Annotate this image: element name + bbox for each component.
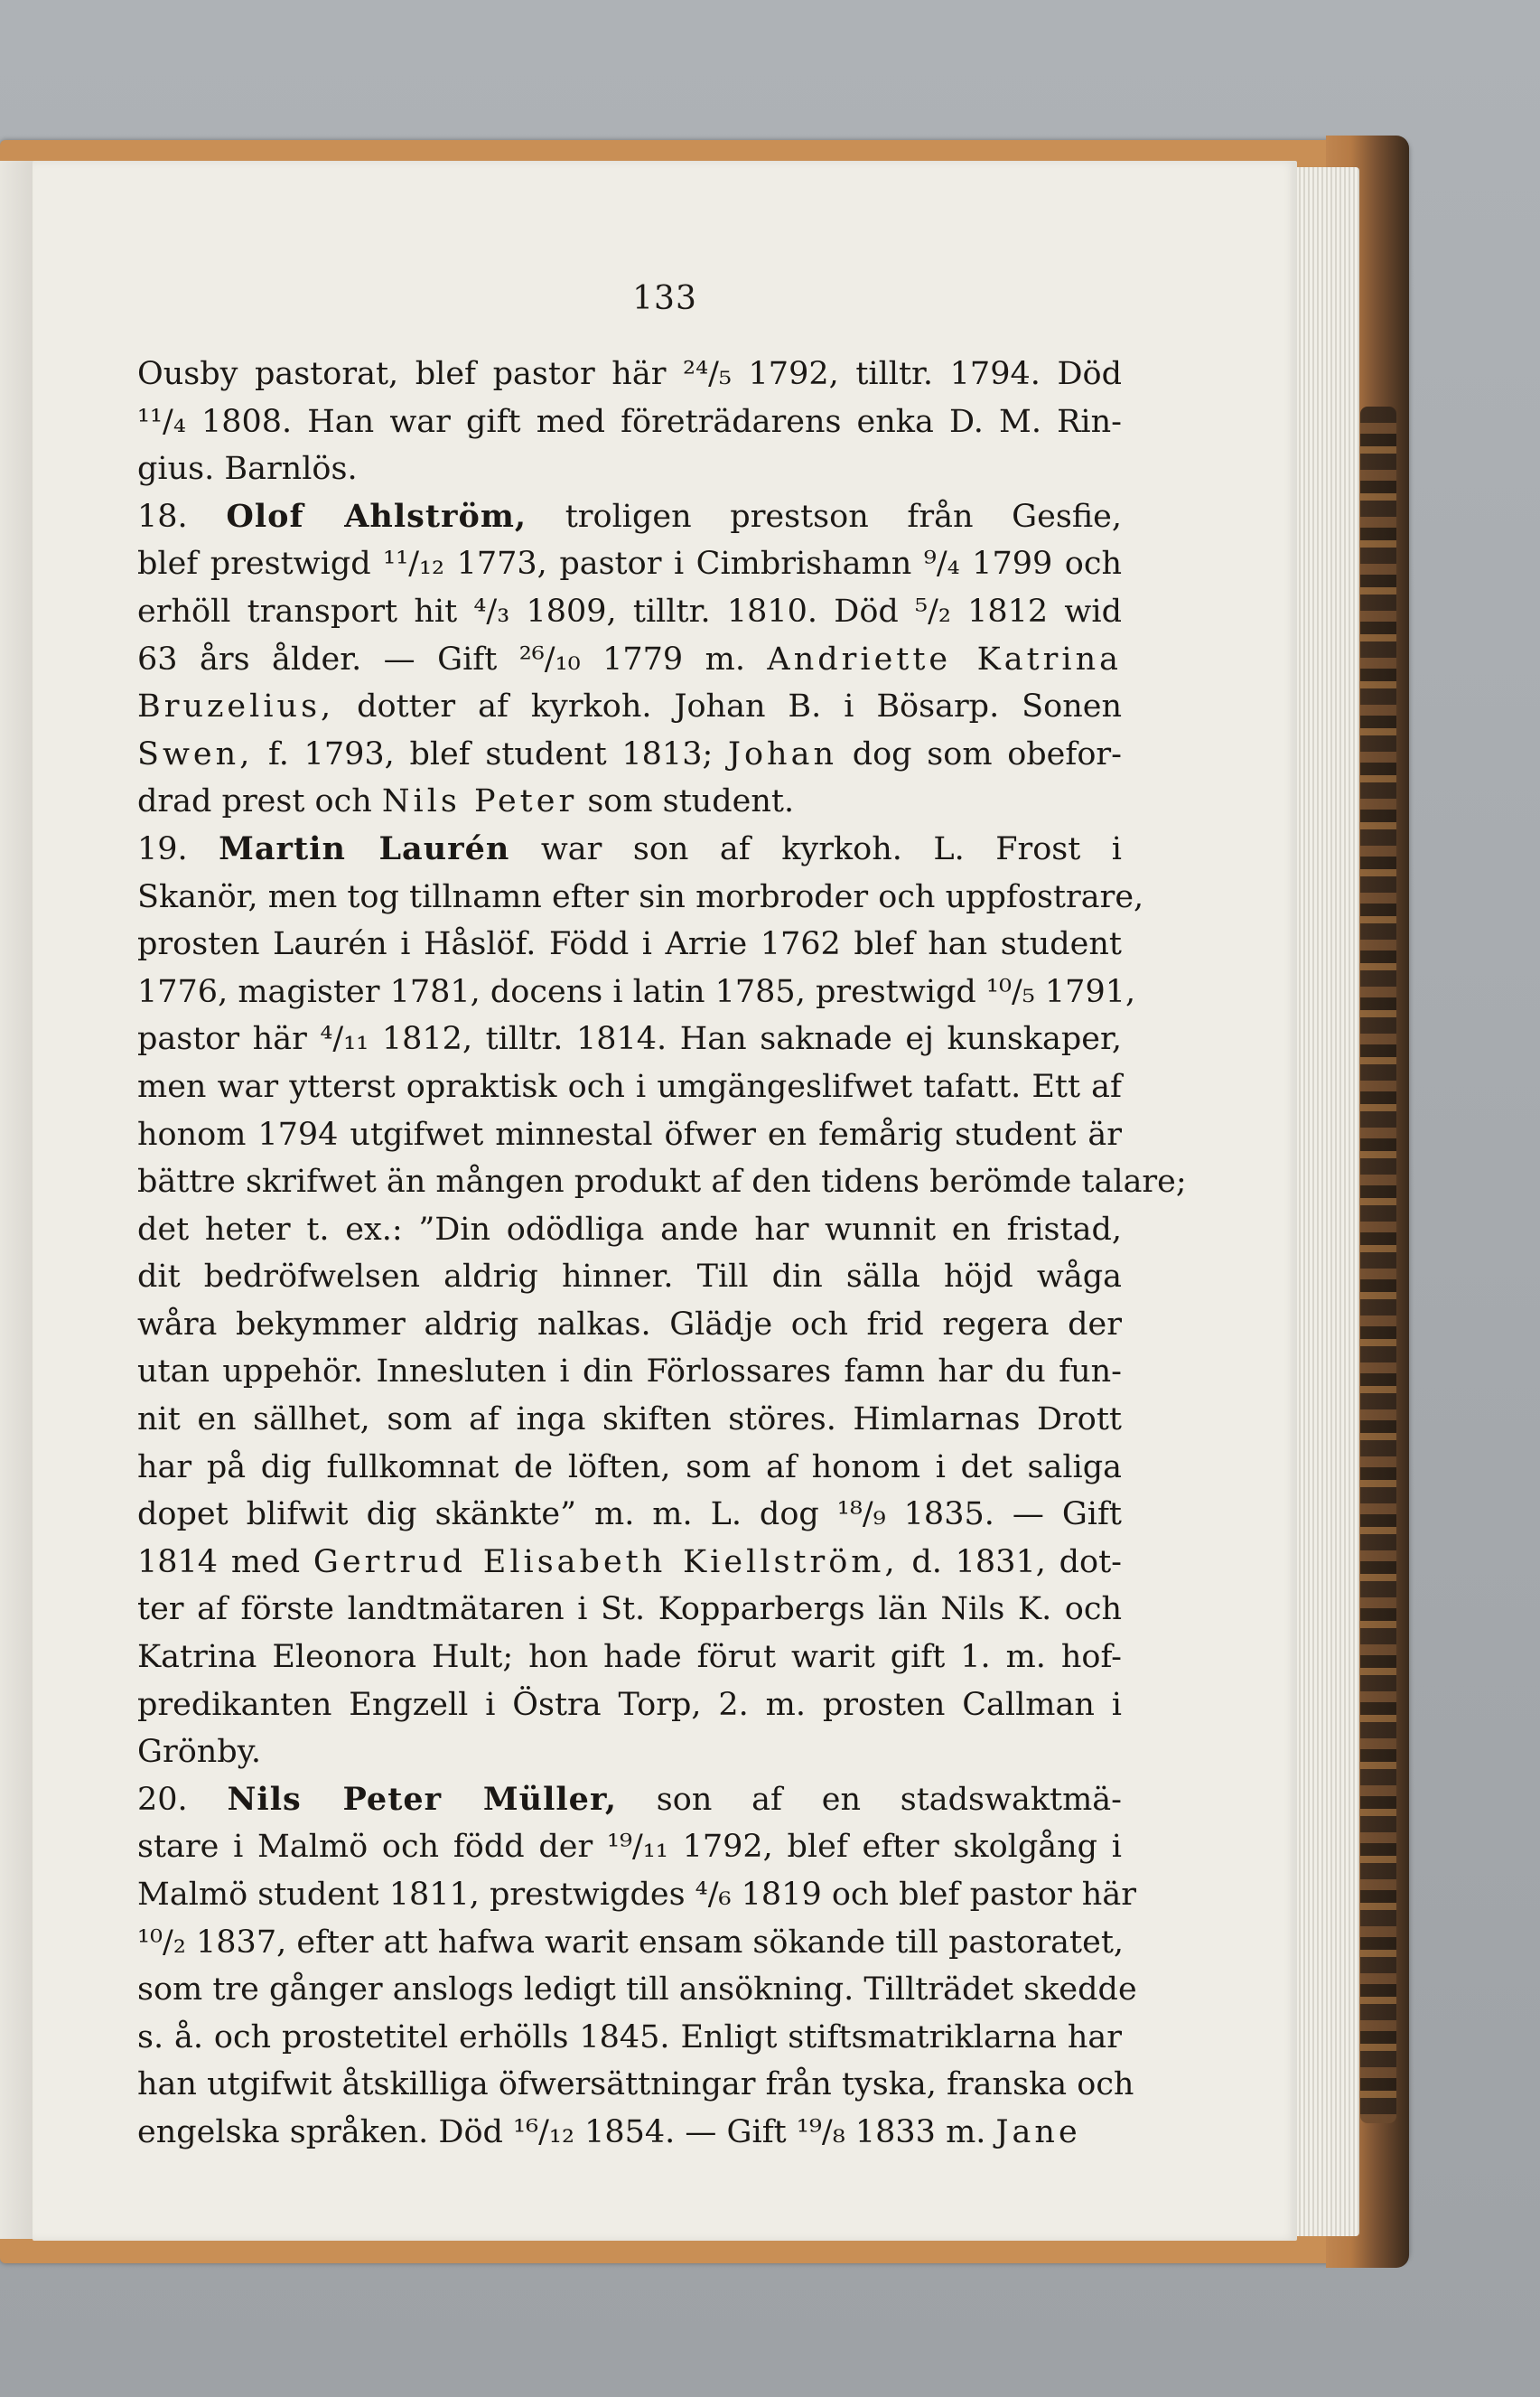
left-page-edge [0, 161, 36, 2239]
text-line [137, 1871, 1136, 1919]
text-fragment: predikanten Engzell i Östra Torp, 2. m. prosten Callman i [137, 1686, 1122, 1723]
text-fragment: Skanör, men tog tillnamn efter sin morbroder och uppfostrare, [137, 878, 1144, 915]
text-line [137, 2061, 1134, 2109]
book-page [33, 161, 1297, 2241]
text-line [137, 826, 1122, 874]
text-line [137, 683, 1122, 731]
text-fragment: engelska språken. Död ¹⁶/₁₂ 1854. — Gift ¹⁹/₈ 1833 m. [137, 2113, 996, 2150]
person-name: Jane [995, 2113, 1081, 2150]
person-name: Nils Peter [381, 783, 578, 820]
text-line [137, 398, 1122, 446]
text-fragment: ¹¹/₄ 1808. Han war gift med företrädarens enka D. M. Rin- [137, 403, 1122, 440]
text-line [137, 1919, 1125, 1967]
text-fragment: wåra bekymmer aldrig nalkas. Glädje och frid regera der [137, 1306, 1122, 1343]
text-fragment: f. 1793, blef student 1813; [253, 735, 728, 772]
page-text [137, 351, 1187, 2157]
page-number: 133 [632, 280, 697, 317]
text-fragment: utan uppehör. Innesluten i din Förlossares famn har du fun- [137, 1353, 1122, 1390]
text-fragment: son af en stadswaktmä- [617, 1781, 1122, 1818]
text-line [137, 1348, 1122, 1396]
text-fragment: 19. [137, 830, 219, 867]
text-fragment: 18. [137, 498, 227, 535]
text-fragment: som tre gånger anslogs ledigt till ansökning. Tillträdet skedde [137, 1971, 1137, 2008]
text-line [137, 636, 1122, 684]
person-name: Gertrud Elisabeth Kiellström, [313, 1543, 899, 1580]
text-fragment: Katrina Eleonora Hult; hon hade förut warit gift 1. m. hof- [137, 1639, 1122, 1676]
text-fragment: ¹⁰/₂ 1837, efter att hafwa warit ensam sökande till pastoratet, [137, 1924, 1125, 1961]
text-line [137, 1728, 1122, 1776]
person-name: Johan [727, 735, 838, 772]
text-fragment: har på dig fullkomnat de löften, som af honom i det saliga [137, 1448, 1122, 1485]
text-fragment: men war ytterst opraktisk och i umgängeslifwet tafatt. Ett af [137, 1068, 1122, 1105]
text-fragment: dog som obefor- [837, 735, 1122, 772]
text-line [137, 493, 1122, 541]
text-fragment: 1776, magister 1781, docens i latin 1785, prestwigd ¹⁰/₅ 1791, [137, 973, 1136, 1010]
text-line [137, 1111, 1122, 1159]
entry-name: Olof Ahlström, [226, 497, 527, 535]
text-line [137, 588, 1122, 636]
text-line [137, 445, 1122, 493]
text-fragment: som student. [577, 783, 795, 820]
text-line [137, 1206, 1122, 1254]
text-line [137, 1444, 1122, 1492]
text-line [137, 874, 1144, 922]
text-fragment: 63 års ålder. — Gift ²⁶/₁₀ 1779 m. [137, 641, 768, 678]
text-line [137, 1396, 1122, 1444]
text-fragment: 20. [137, 1781, 228, 1818]
text-fragment: prosten Laurén i Håslöf. Född i Arrie 1762 blef han student [137, 926, 1122, 963]
text-line [137, 1158, 1187, 1206]
text-line [137, 2014, 1122, 2062]
text-fragment: 1814 med [137, 1543, 313, 1580]
text-fragment: erhöll transport hit ⁴/₃ 1809, tilltr. 1810. Död ⁵/₂ 1812 wid [137, 593, 1122, 630]
text-fragment: troligen prestson från Gesfie, [527, 498, 1122, 535]
text-line [137, 2109, 1122, 2157]
text-line [137, 1681, 1122, 1729]
text-fragment: dotter af kyrkoh. Johan B. i Bösarp. Sonen [334, 688, 1122, 726]
text-line [137, 1966, 1137, 2014]
page-edges [1292, 167, 1359, 2236]
text-line [137, 1016, 1122, 1063]
text-line [137, 351, 1122, 398]
text-line [137, 1063, 1122, 1111]
text-line [137, 1776, 1122, 1824]
text-fragment: d. 1831, dot- [898, 1543, 1122, 1580]
text-fragment: dit bedröfwelsen aldrig hinner. Till din sälla höjd wåga [137, 1259, 1122, 1296]
text-fragment: honom 1794 utgifwet minnestal öfwer en femårig student är [137, 1116, 1122, 1153]
text-line [137, 1253, 1122, 1301]
entry-name: Nils Peter Müller, [227, 1780, 618, 1818]
text-fragment: pastor här ⁴/₁₁ 1812, tilltr. 1814. Han saknade ej kunskaper, [137, 1021, 1122, 1058]
text-fragment: nit en sällhet, som af inga skiften störes. Himlarnas Drott [137, 1401, 1122, 1438]
text-line [137, 540, 1122, 588]
text-line [137, 731, 1122, 779]
text-fragment: Malmö student 1811, prestwigdes ⁴/₆ 1819 och blef pastor här [137, 1877, 1136, 1913]
text-line [137, 969, 1136, 1016]
entry-name: Martin Laurén [219, 829, 510, 867]
text-line [137, 1301, 1122, 1349]
text-fragment: Ousby pastorat, blef pastor här ²⁴/₅ 1792, tilltr. 1794. Död [137, 356, 1122, 392]
person-name: Swen, [137, 735, 254, 772]
text-line [137, 1823, 1122, 1871]
text-line [137, 1586, 1122, 1634]
person-name: Bruzelius, [137, 688, 335, 726]
text-fragment: det heter t. ex.: ”Din odödliga ande har wunnit en fristad, [137, 1211, 1122, 1248]
text-fragment: drad prest och [137, 783, 382, 820]
text-line [137, 1491, 1122, 1539]
text-fragment: blef prestwigd ¹¹/₁₂ 1773, pastor i Cimbrishamn ⁹/₄ 1799 och [137, 546, 1122, 583]
text-fragment: ter af förste landtmätaren i St. Kopparbergs län Nils K. och [137, 1591, 1122, 1628]
person-name: Andriette Katrina [767, 641, 1122, 678]
text-fragment: s. å. och prostetitel erhölls 1845. Enligt stiftsmatriklarna har [137, 2018, 1122, 2055]
text-fragment: dopet blifwit dig skänkte” m. m. L. dog ¹⁸/₉ 1835. — Gift [137, 1496, 1122, 1533]
text-line [137, 778, 1122, 826]
text-line [137, 1634, 1122, 1681]
text-fragment: war son af kyrkoh. L. Frost i [509, 830, 1122, 867]
text-fragment: stare i Malmö och född der ¹⁹/₁₁ 1792, blef efter skolgång i [137, 1829, 1122, 1866]
text-fragment: Grönby. [137, 1734, 261, 1771]
text-fragment: bättre skrifwet än mången produkt af den tidens berömde talare; [137, 1164, 1187, 1201]
text-line [137, 921, 1122, 969]
text-fragment: han utgifwit åtskilliga öfwersättningar från tyska, franska och [137, 2066, 1134, 2103]
text-fragment: gius. Barnlös. [137, 451, 358, 488]
text-line [137, 1539, 1122, 1587]
